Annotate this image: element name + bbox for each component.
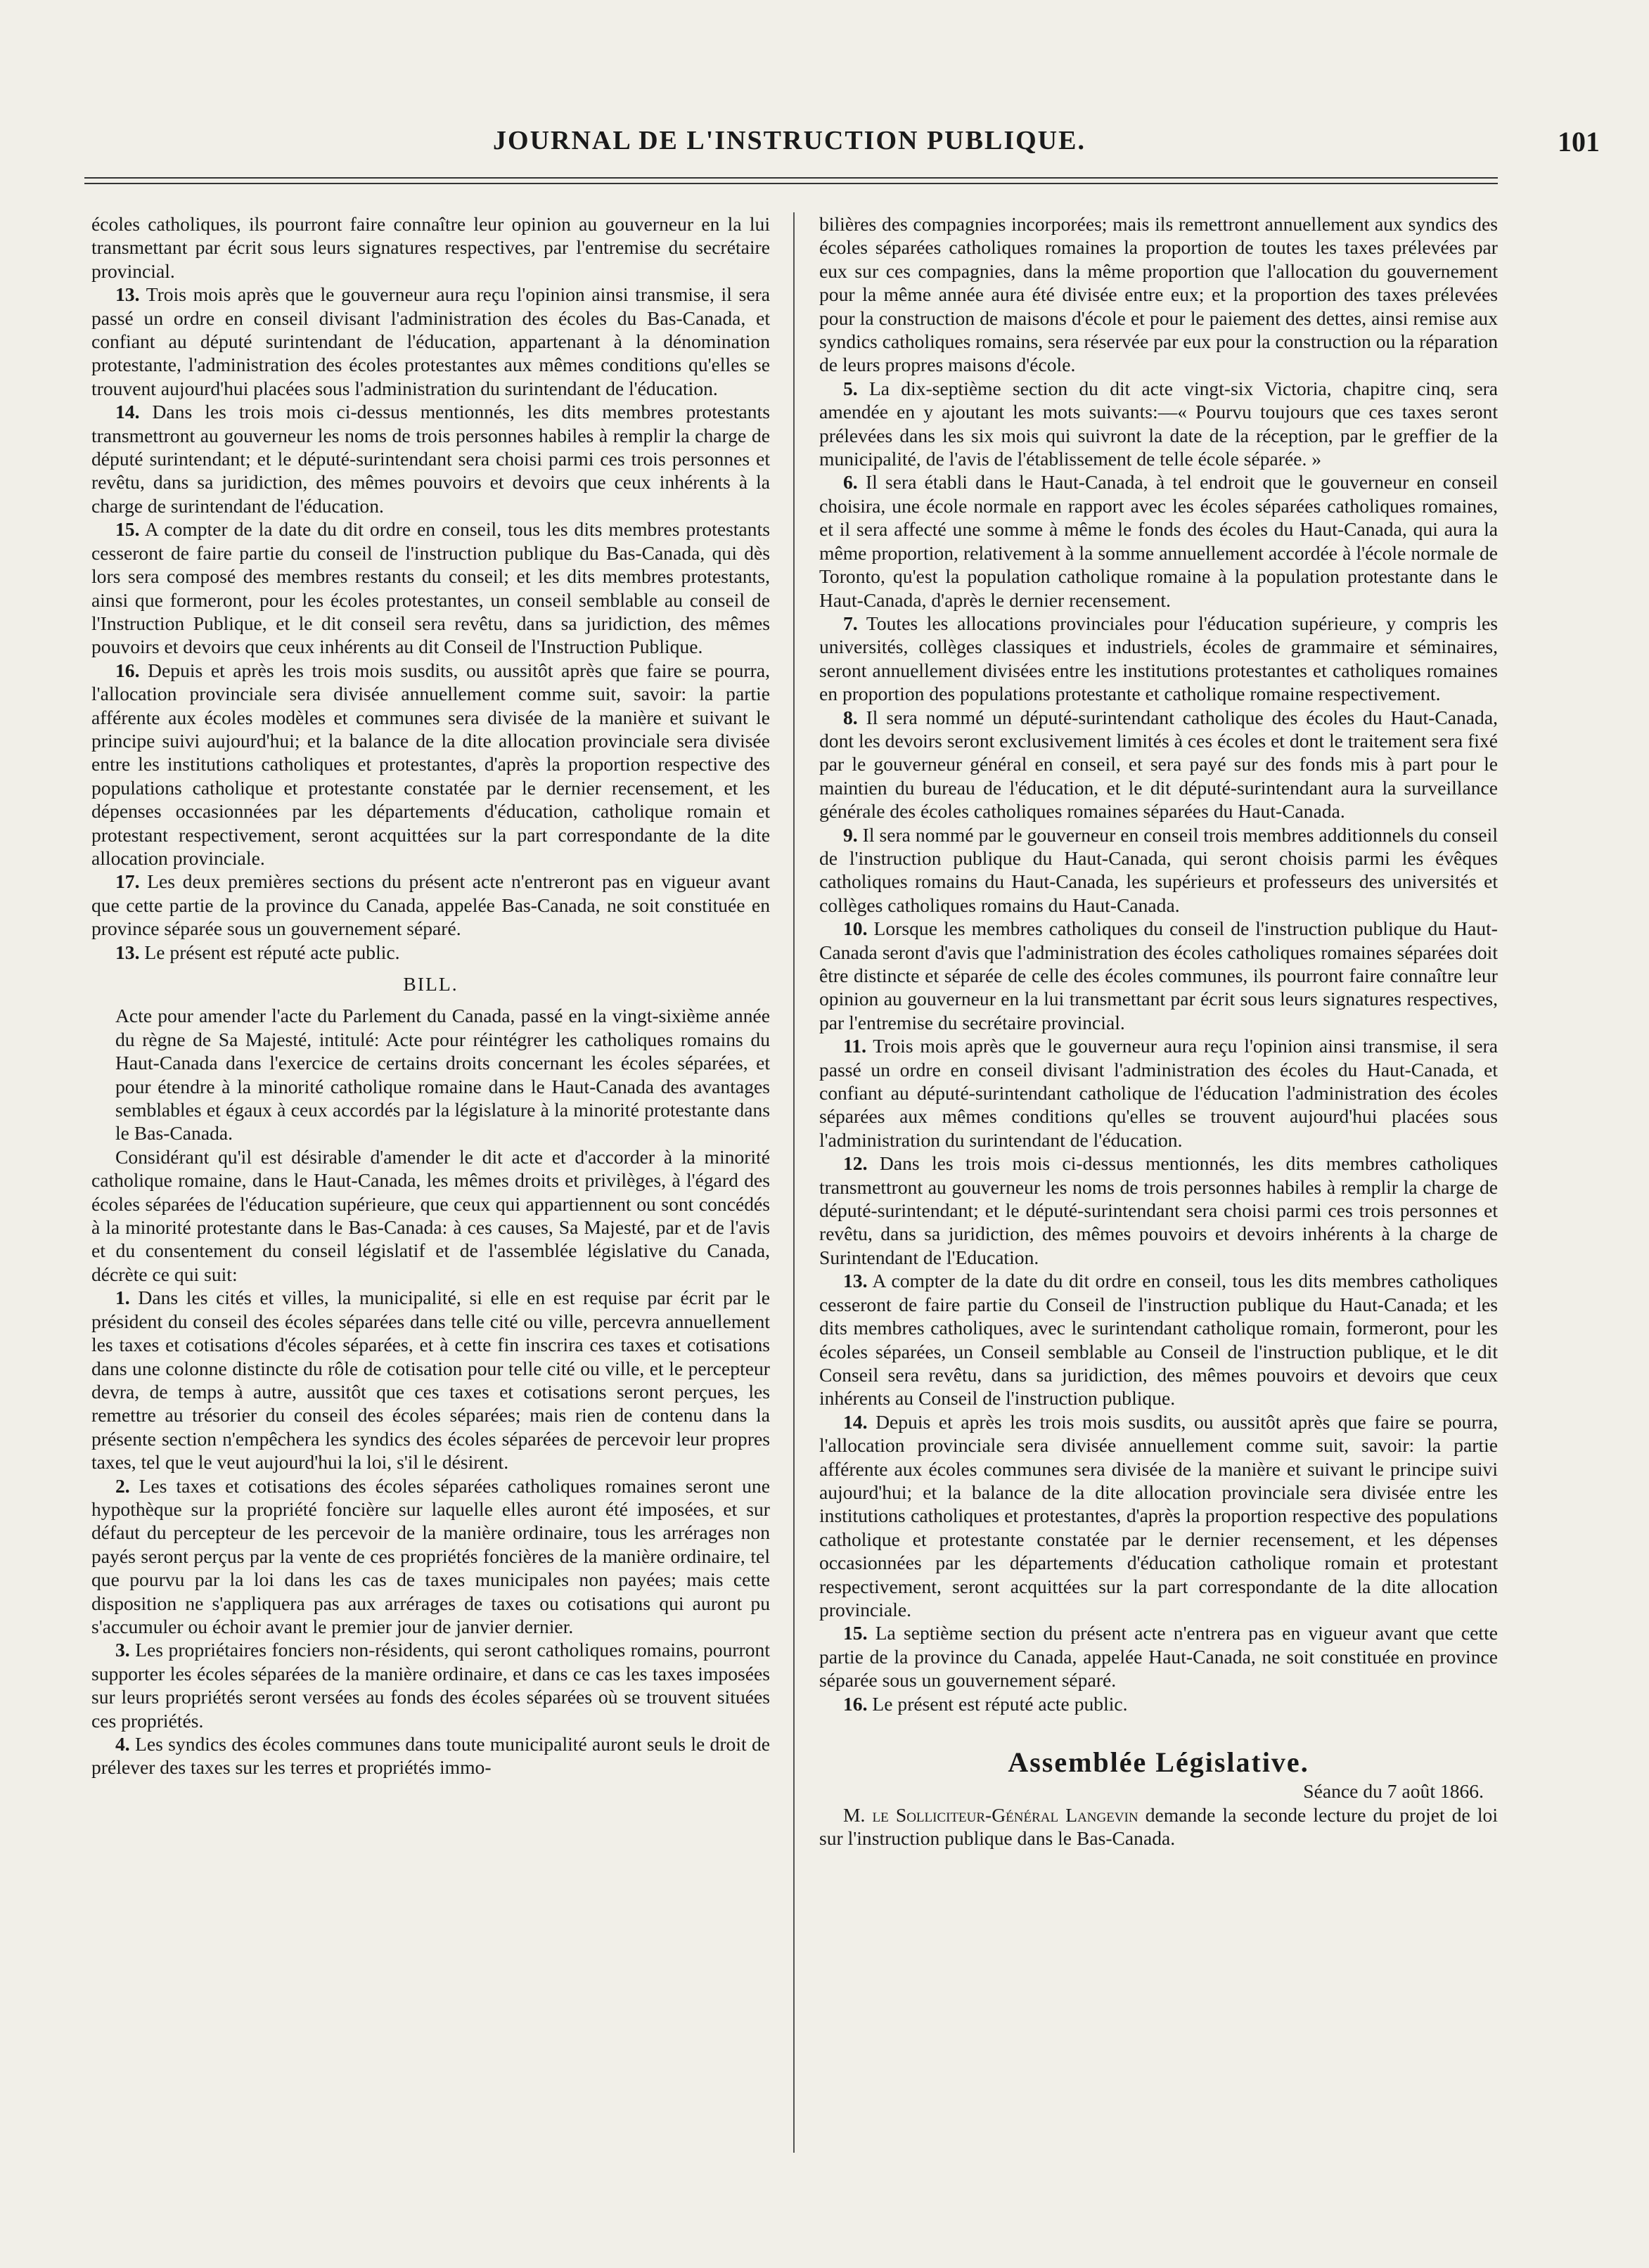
section-paragraph (819, 612, 1498, 706)
section-paragraph (819, 1692, 1498, 1715)
section-paragraph (91, 283, 770, 400)
section-number: 17. (115, 870, 140, 893)
section-paragraph (819, 1621, 1498, 1692)
section-number: 15. (115, 518, 140, 541)
section-paragraph (91, 941, 770, 964)
section-number: 15. (843, 1622, 868, 1644)
section-text: Dans les cités et villes, la municipalité, si elle en est requise par écrit par le président du conseil des écoles séparées dans telle cité ou ville, percevra annuellement les taxes et cotisations d'écoles séparées, et à cette fin inscrira ces taxes et cotisations dans une colonne distincte du rôle de cotisation pour telle cité ou ville, et le percepteur devra, de temps à autre, aussitôt que ces taxes et cotisations seront perçues, les remettre au trésorier du conseil des écoles séparées; mais rien de contenu dans la présente section n'empêchera les syndics des écoles séparées de percevoir leur propres taxes, tel que le veut aujourd'hui la loi, s'il le désirent. (91, 1287, 770, 1474)
section-paragraph (91, 1732, 770, 1779)
continued-paragraph: bilières des compagnies incorporées; mais ils remettront annuellement aux syndics des écoles séparées catholiques romaines la proportion de toutes les taxes prélevées par eux sur ces compagnies, dans la même proportion que l'allocation du gouvernement pour la même année aura été divisée entre eux; et la proportion des taxes prélevées pour la construction de maisons d'école et pour le paiement des dettes, ainsi remise aux syndics catholiques romains, sera réservée par eux pour la construction ou la réparation de leurs propres maisons d'école. (819, 213, 1498, 376)
section-number: 14. (843, 1410, 868, 1433)
section-paragraph (91, 659, 770, 870)
section-text: Les syndics des écoles communes dans toute municipalité auront seuls le droit de prélever des taxes sur les terres et propriétés immo- (91, 1733, 770, 1779)
section-text: Dans les trois mois ci-dessus mentionnés, les dits membres protestants transmettront au gouverneur les noms de trois personnes habiles à remplir la charge de député surintendant; et le député-surintendant sera choisi parmi ces trois personnes et revêtu, dans sa juridiction, des mêmes pouvoirs et devoirs que ceux inhérents à la charge de surintendant de l'éducation. (91, 401, 770, 517)
section-paragraph (91, 517, 770, 658)
left-column (91, 212, 770, 2251)
right-column (819, 212, 1498, 2251)
section-text: Les propriétaires fonciers non-résidents, qui seront catholiques romains, pourront supporter les écoles séparées de la manière ordinaire, et dans ce cas les taxes imposées sur leurs propriétés seront versées au fonds des écoles séparées où se trouvent situées ces propriétés. (91, 1639, 770, 1732)
section-number: 4. (115, 1733, 130, 1755)
bill-heading: BILL. (403, 973, 458, 995)
assembly-heading: Assemblée Législative. (1008, 1746, 1309, 1778)
speaker-paragraph (819, 1803, 1498, 1850)
page-header (84, 125, 1600, 167)
section-text: Trois mois après que le gouverneur aura reçu l'opinion ainsi transmise, il sera passé un ordre en conseil divisant l'administration des écoles du Haut-Canada, et confiant au député-surintendant catholique de l'éducation l'administration des écoles séparées aux mêmes conditions qu'elles se trouvent aujourd'hui placées sous l'administration du surintendant de l'éducation. (819, 1035, 1498, 1151)
section-number: 3. (115, 1639, 130, 1661)
section-paragraph (91, 870, 770, 940)
section-number: 10. (843, 917, 868, 940)
section-text: Il sera nommé un député-surintendant catholique des écoles du Haut-Canada, dont les devoirs seront exclusivement limités à ces écoles et dont le traitement sera fixé par le gouverneur général en conseil, et sera payé sur des fonds mis à part pour le maintien du bureau de l'éducation, et le dit député-surintendant aura la surveillance générale des écoles catholiques romaines séparées du Haut-Canada. (819, 706, 1498, 823)
section-paragraph (819, 377, 1498, 471)
section-paragraph (819, 1152, 1498, 1269)
section-text: Le présent est réputé acte public. (144, 941, 400, 963)
section-paragraph (819, 917, 1498, 1034)
section-text: Les deux premières sections du présent acte n'entreront pas en vigueur avant que cette partie de la province du Canada, appelée Bas-Canada, ne soit constituée en province séparée sous un gouvernement séparé. (91, 870, 770, 940)
session-date: Séance du 7 août 1866. (1303, 1780, 1484, 1803)
section-number: 13. (843, 1270, 868, 1292)
section-number: 1. (115, 1287, 130, 1309)
running-head: JOURNAL DE L'INSTRUCTION PUBLIQUE. (493, 126, 1086, 155)
section-text: Depuis et après les trois mois susdits, ou aussitôt après que faire se pourra, l'allocation provinciale sera divisée annuellement comme suit, savoir: la partie afférente aux écoles communes sera divisée de la manière et suivant le principe suivi aujourd'hui; et la balance de la dite allocation provinciale sera divisée entre les institutions catholiques et protestantes, d'après la proportion respective des populations catholique et protestante constatée par le dernier recensement, et les dépenses occasionnées par les départements d'éducation catholique romain et protestant respectivement, seront acquittées sur la part correspondante de la dite allocation provinciale. (819, 1410, 1498, 1621)
section-number: 2. (115, 1474, 130, 1497)
section-text: Les taxes et cotisations des écoles séparées catholiques romaines seront une hypothèque sur la propriété foncière sur laquelle elles auront été imposées, et sur défaut du percepteur de les percevoir de la manière ordinaire, tous les arrérages non payés seront perçus par la vente de ces propriétés foncières de la manière ordinaire, tel que pourvu par la loi dans les cas de taxes municipales non payées; mais cette disposition ne s'appliquera pas aux arrérages de taxes ou cotisations qui auront pu s'accumuler ou échoir avant le premier jour de janvier dernier. (91, 1474, 770, 1637)
section-text: Il sera nommé par le gouverneur en conseil trois membres additionnels du conseil de l'instruction publique du Haut-Canada, qui seront choisis parmi les évêques catholiques romains du Haut-Canada, les supérieurs et professeurs des universités et collèges catholiques romains du Haut-Canada. (819, 823, 1498, 916)
section-paragraph (819, 706, 1498, 823)
section-paragraph (91, 1638, 770, 1732)
bill-title: Acte pour amender l'acte du Parlement du Canada, passé en la vingt-sixième année du règne de Sa Majesté, intitulé: Acte pour réintégrer les catholiques romains du Haut-Canada dans l'exercice de certains droits concernant les écoles séparées, et pour étendre à la minorité catholique romaine dans le Haut-Canada des avantages semblables et égaux à ceux accordés par la législature à la minorité protestante dans le Bas-Canada. (115, 1005, 770, 1145)
section-text: La dix-septième section du dit acte vingt-six Victoria, chapitre cinq, sera amendée en y ajoutant les mots suivants:—« Pourvu toujours que ces taxes seront prélevées dans les six mois qui suivront la date de la réception, par le greffier de la municipalité, de l'avis de l'établissement de telle école séparée. » (819, 377, 1498, 470)
section-paragraph (819, 1269, 1498, 1410)
section-paragraph (91, 1474, 770, 1639)
section-number: 14. (115, 401, 140, 423)
section-number: 13. (115, 283, 140, 306)
section-text: Dans les trois mois ci-dessus mentionnés, les dits membres catholiques transmettront au gouverneur les noms de trois personnes habiles à remplir la charge de député-surintendant; et le député-surintendant sera choisi parmi ces trois personnes et revêtu, dans sa juridiction, des mêmes pouvoirs et devoirs inhérents à la charge de Surintendant de l'Education. (819, 1152, 1498, 1268)
section-number: 5. (843, 377, 858, 399)
preamble: Considérant qu'il est désirable d'amender le dit acte et d'accorder à la minorité catholique romaine, dans le Haut-Canada, les mêmes droits et privilèges, à l'égard des écoles séparées de l'éducation supérieure, que ceux qui appartiennent ou sont concédés à la minorité protestante dans le Bas-Canada: à ces causes, Sa Majesté, par et de l'avis et du consentement du conseil législatif et de l'assemblée législative du Canada, décrète ce qui suit: (91, 1145, 770, 1285)
section-paragraph (91, 400, 770, 517)
section-number: 11. (843, 1035, 866, 1057)
section-text: La septième section du présent acte n'entrera pas en vigueur avant que cette partie de la province du Canada, appelée Haut-Canada, ne soit constituée en province séparée sous un gouvernement séparé. (819, 1622, 1498, 1692)
page-number: 101 (1558, 126, 1600, 157)
section-paragraph (819, 470, 1498, 611)
section-paragraph (91, 1286, 770, 1474)
section-number: 12. (843, 1152, 868, 1175)
section-number: 6. (843, 471, 858, 494)
section-text: Lorsque les membres catholiques du conseil de l'instruction publique du Haut-Canada seront d'avis que l'administration des écoles catholiques romaines séparées doit être distincte et séparée de celle des écoles communes, ils pourront faire connaître leur opinion au gouverneur en la lui transmettant par écrit sous leurs signatures respectives, par l'entremise du secrétaire provincial. (819, 917, 1498, 1033)
section-number: 9. (843, 823, 858, 846)
section-text: A compter de la date du dit ordre en conseil, tous les dits membres protestants cesseront de faire partie du conseil de l'instruction publique du Bas-Canada, qui dès lors sera composé des membres restants du conseil; et les dits membres protestants, ainsi que formeront, pour les écoles protestantes, un conseil semblable au conseil de l'Instruction Publique, et le dit conseil sera revêtu, dans sa juridiction, des mêmes pouvoirs et devoirs que ceux inhérents au dit Conseil de l'Instruction Publique. (91, 518, 770, 658)
section-text: Toutes les allocations provinciales pour l'éducation supérieure, y compris les universités, collèges classiques et industriels, écoles de grammaire et séminaires, seront annuellement divisées entre les institutions protestantes et catholiques romaines en proportion des populations protestante et catholique romaine respectivement. (819, 612, 1498, 705)
speaker-name: M. le Solliciteur-Général Langevin (843, 1803, 1138, 1826)
section-number: 16. (115, 659, 140, 681)
column-divider (793, 212, 795, 2153)
continued-paragraph: écoles catholiques, ils pourront faire connaître leur opinion au gouverneur en la lui transmettant par écrit sous leurs signatures respectives, par l'entremise du secrétaire provincial. (91, 213, 770, 282)
header-rule (84, 177, 1498, 184)
section-paragraph (819, 823, 1498, 917)
section-text: Le présent est réputé acte public. (872, 1692, 1128, 1715)
section-text: Il sera établi dans le Haut-Canada, à tel endroit que le gouverneur en conseil choisira, une école normale en rapport avec les écoles séparées catholiques romaines, et il sera affecté une somme à même le fonds des écoles du Haut-Canada, qui aura la même proportion, relativement à la somme annuellement accordée à l'école normale de Toronto, qu'est la population catholique romaine à la population protestante dans le Haut-Canada, d'après le dernier recensement. (819, 471, 1498, 611)
section-number: 7. (843, 612, 858, 634)
section-number: 16. (843, 1692, 868, 1715)
section-paragraph (819, 1034, 1498, 1152)
section-text: Depuis et après les trois mois susdits, ou aussitôt après que faire se pourra, l'allocation provinciale sera divisée annuellement comme suit, savoir: la partie afférente aux écoles modèles et communes sera divisée de la manière et suivant le principe suivi aujourd'hui; et la balance de la dite allocation provinciale sera divisée entre les institutions catholiques et protestantes, d'après la proportion respective des populations catholique et protestante constatée par le dernier recensement, et les dépenses occasionnées par les départements d'éducation, catholique romain et protestant respectivement, seront acquittées sur la part correspondante de la dite allocation provinciale. (91, 659, 770, 869)
section-paragraph (819, 1410, 1498, 1622)
section-text: Trois mois après que le gouverneur aura reçu l'opinion ainsi transmise, il sera passé un ordre en conseil divisant l'administration des écoles du Bas-Canada, et confiant au député surintendant de l'éducation, appartenant à la dénomination protestante, l'administration des écoles protestantes aux mêmes conditions qu'elles se trouvent aujourd'hui placées sous l'administration du surintendant de l'éducation. (91, 283, 770, 399)
section-number: 13. (115, 941, 140, 963)
section-text: A compter de la date du dit ordre en conseil, tous les dits membres catholiques cesseront de faire partie du Conseil de l'instruction publique du Haut-Canada; et les dits membres catholiques, avec le surintendant catholique romain, formeront, pour les écoles séparées, un Conseil semblable au Conseil de l'instruction publique, et le dit Conseil sera revêtu, dans sa juridiction, des mêmes pouvoirs et devoirs que ceux inhérents au Conseil de l'instruction publique. (819, 1270, 1498, 1410)
section-number: 8. (843, 706, 858, 728)
speaker-text: demande la seconde lecture du projet de loi sur l'instruction publique dans le Bas-Canada. (819, 1803, 1498, 1850)
